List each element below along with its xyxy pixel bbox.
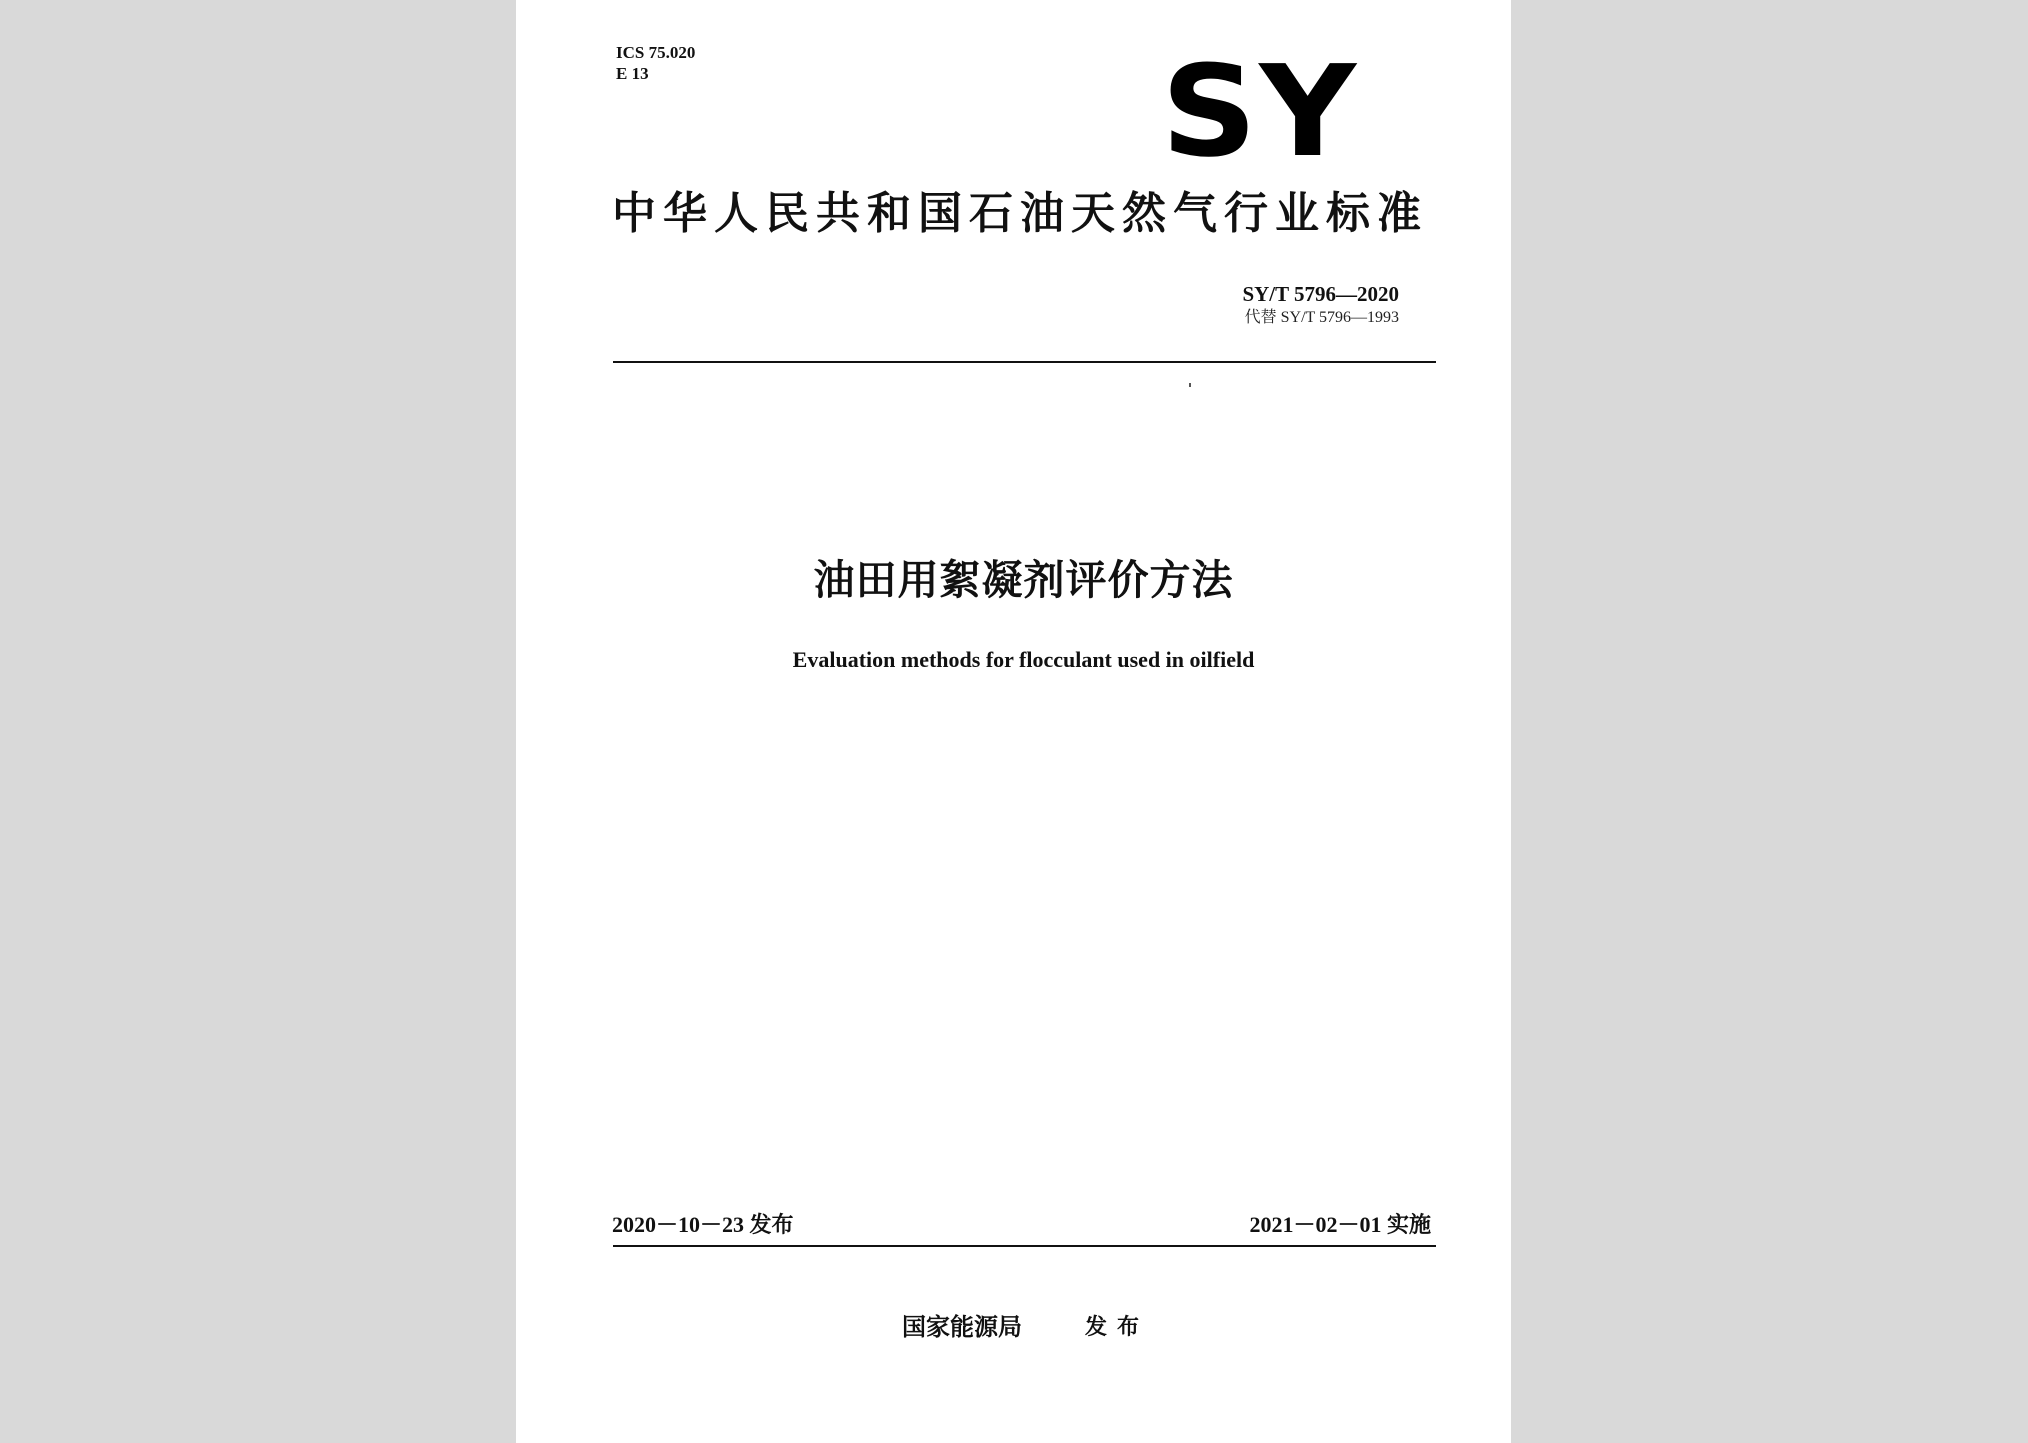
scan-speck bbox=[1189, 383, 1191, 387]
document-page bbox=[516, 0, 1511, 1443]
document-title-english: Evaluation methods for flocculant used in oilfield bbox=[792, 647, 1255, 672]
ccs-code: E 13 bbox=[616, 64, 649, 83]
publish-date: 2020－10－23 发布 bbox=[612, 1212, 794, 1237]
classification-codes bbox=[616, 42, 695, 84]
standard-code: SY/T 5796—2020 bbox=[1242, 282, 1399, 306]
standard-number-block bbox=[1242, 281, 1399, 329]
issue-label: 发布 bbox=[1085, 1315, 1150, 1340]
replaced-standard: 代替 SY/T 5796—1993 bbox=[1244, 309, 1399, 326]
sy-logo: SY bbox=[1161, 38, 1359, 185]
footer-divider bbox=[613, 1245, 1436, 1247]
issuing-authority: 国家能源局 bbox=[902, 1313, 1022, 1341]
document-title-chinese: 油田用絮凝剂评价方法 bbox=[813, 556, 1234, 604]
organization-title: 中华人民共和国石油天然气行业标准 bbox=[612, 188, 1428, 239]
header-divider bbox=[613, 361, 1436, 363]
implementation-date: 2021－02－01 实施 bbox=[1249, 1212, 1431, 1237]
ics-code: ICS 75.020 bbox=[616, 43, 696, 62]
